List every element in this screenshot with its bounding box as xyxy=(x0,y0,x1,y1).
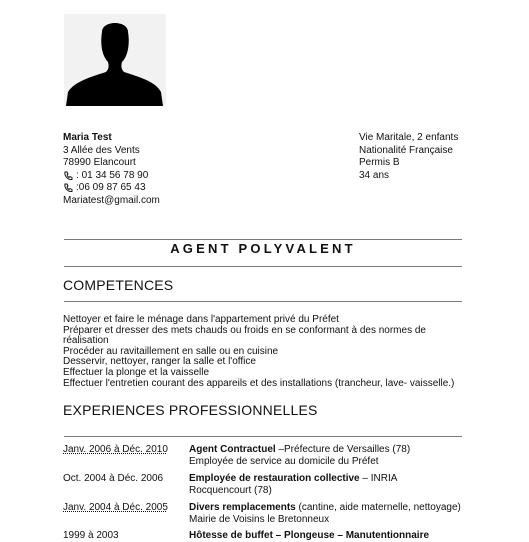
phone-prefix: : xyxy=(76,182,79,193)
profile-photo xyxy=(64,14,166,106)
title-rule-bottom xyxy=(64,266,462,267)
experience-description xyxy=(189,502,461,525)
phone-number-2: 06 09 87 65 43 xyxy=(78,182,146,193)
skill-line: Nettoyer et faire le ménage dans l'appartement privé du Préfet xyxy=(63,314,339,325)
job-title: AGENT POLYVALENT xyxy=(170,241,356,256)
skill-line: réalisation xyxy=(63,335,109,347)
experience-title: Employée de restauration collective xyxy=(189,473,360,484)
experience-date: Janv. 2006 à Déc. 2010 xyxy=(63,444,168,455)
experience-employer: (cantine, aide maternelle, nettoyage) xyxy=(295,502,461,513)
experience-detail: Rocquencourt (78) xyxy=(189,484,272,496)
driving-license: Permis B xyxy=(359,157,400,168)
experiences-heading: EXPERIENCES PROFESSIONNELLES xyxy=(63,402,318,418)
experience-title: Hôtesse de buffet – Plongeuse – Manutentionnaire xyxy=(189,530,430,541)
skill-line: Effectuer l'entretien courant des appareils et des installations (trancheur, lave- vaisselle.) xyxy=(63,377,455,389)
experience-description xyxy=(189,530,429,542)
marital-status: Vie Maritale, 2 enfants xyxy=(359,132,459,143)
experience-employer: –Préfecture de Versailles (78) xyxy=(275,444,411,455)
experience-detail: Employée de service au domicile du Préfet xyxy=(189,455,379,467)
experience-title: Agent Contractuel xyxy=(189,444,276,455)
experience-title: Divers remplacements xyxy=(189,502,296,513)
competences-rule xyxy=(64,301,462,302)
experience-description xyxy=(189,444,410,467)
skill-line: Desservir, nettoyer, ranger la salle et l'office xyxy=(63,356,256,368)
experience-date: Oct. 2004 à Déc. 2006 xyxy=(63,473,164,484)
address-line-1: 3 Allée des Vents xyxy=(63,144,140,156)
experience-description xyxy=(189,473,397,496)
phone-number-1: 01 34 56 78 90 xyxy=(81,169,149,181)
mobile-phone-icon xyxy=(63,183,73,193)
skill-line: Effectuer la plonge et la vaisselle xyxy=(63,366,210,378)
email-address: Mariatest@gmail.com xyxy=(63,194,160,206)
title-rule-top xyxy=(64,239,462,240)
phone-line-2 xyxy=(63,182,160,195)
skill-line: Préparer et dresser des mets chauds ou froids en se conformant à des normes de xyxy=(63,324,426,336)
experience-employer: – INRIA xyxy=(359,473,398,484)
address-line-2: 78990 Elancourt xyxy=(63,157,136,168)
competences-heading: COMPETENCES xyxy=(63,277,174,293)
experience-date: 1999 à 2003 xyxy=(63,530,119,541)
phone-prefix: : xyxy=(76,169,79,181)
phone-icon xyxy=(63,171,73,181)
contact-block xyxy=(63,132,160,207)
age: 34 ans xyxy=(359,169,390,181)
personal-info-block xyxy=(359,132,458,182)
experience-date: Janv. 2004 à Déc. 2005 xyxy=(63,502,168,513)
experiences-rule xyxy=(64,436,462,437)
experience-detail: Mairie de Voisins le Bretonneux xyxy=(189,513,330,525)
person-silhouette-icon xyxy=(64,14,166,106)
candidate-name: Maria Test xyxy=(63,132,112,143)
nationality: Nationalité Française xyxy=(359,144,453,156)
competences-list xyxy=(63,315,473,389)
phone-line-1 xyxy=(63,170,160,183)
skill-line: Procéder au ravitaillement en salle ou en cuisine xyxy=(63,345,279,357)
